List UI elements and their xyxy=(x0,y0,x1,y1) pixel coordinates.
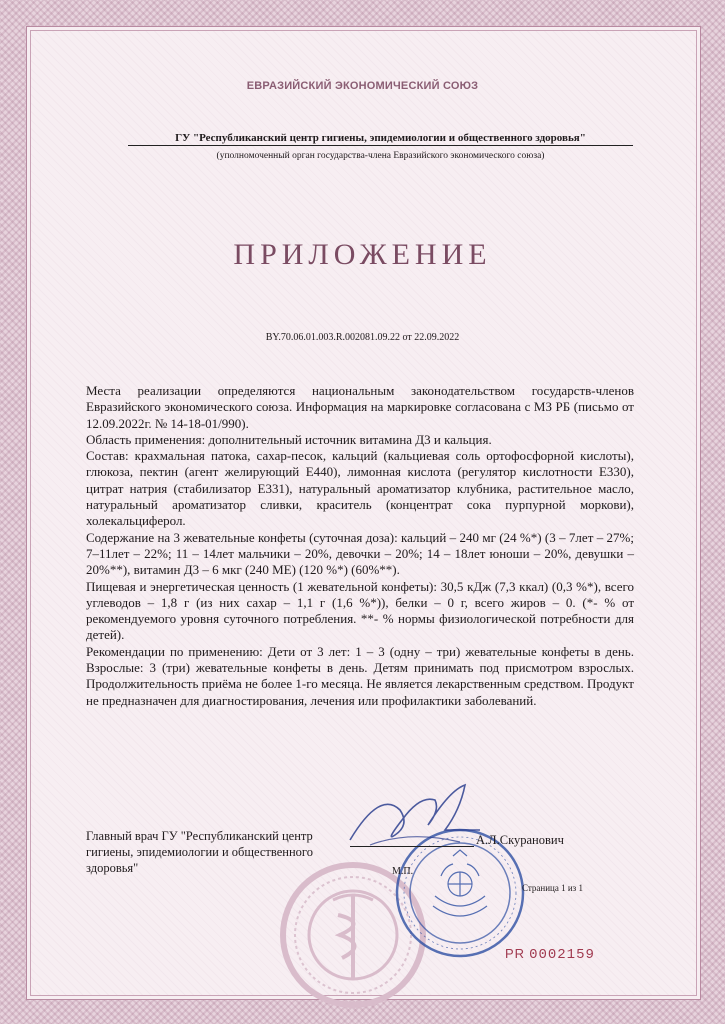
organization-note: (уполномоченный орган государства-члена Евразийского экономического союза) xyxy=(216,151,545,161)
union-header: ЕВРАЗИЙСКИЙ ЭКОНОМИЧЕСКИЙ СОЮЗ xyxy=(246,80,479,92)
body-paragraph-composition: Состав: крахмальная патока, сахар-песок, кальций (кальциевая соль ортофосфорной кислоты), глюкоза, пектин (агент желирующий Е440), лимонная кислота (регулятор кислотности Е330), цитрат натрия (стабилизатор Е331), натуральный ароматизатор клубника, растительное масло, натуральный ароматизатор сливки, краситель (концентрат сока пурпурной моркови), холекальциферол. xyxy=(86,448,634,529)
document-body xyxy=(86,383,634,709)
signature-line xyxy=(350,846,474,847)
serial-digits: 0002159 xyxy=(529,947,595,963)
page-counter: Страница 1 из 1 xyxy=(522,883,583,893)
serial-number xyxy=(505,946,595,963)
body-paragraph-sales: Места реализации определяются национальным законодательством государств-членов Евразийского экономического союза. Информация на маркировке согласована с МЗ РБ (письмо от 12.09.2022г. № 14-18-01/990). xyxy=(86,383,634,431)
stamp-place-label: М.П. xyxy=(392,866,414,877)
body-paragraph-recommendations: Рекомендации по применению: Дети от 3 лет: 1 – 3 (одну – три) жевательные конфеты в день. Взрослые: 3 (три) жевательные конфеты в день. Детям принимать под присмотром взрослых. Продолжительность приёма не более 1-го месяца. Не является лекарственным средством. Продукт не предназначен для диагностирования, лечения или профилактики заболеваний. xyxy=(86,643,634,708)
serial-prefix: PR xyxy=(505,946,526,961)
signatory-name: А.Л.Скуранович xyxy=(476,833,564,847)
document-number: BY.70.06.01.003.R.002081.09.22 от 22.09.2022 xyxy=(265,332,460,343)
body-paragraph-content: Содержание на 3 жевательные конфеты (суточная доза): кальций – 240 мг (24 %*) (3 – 7лет – 27%; 7–11лет – 22%; 11 – 14лет мальчики – 20%, девочки – 20%; 14 – 18лет юноши – 20%, девушки – 20%**), витамин Д3 – 6 мкг (240 МЕ) (120 %*) (60%**). xyxy=(86,529,634,578)
body-paragraph-scope: Область применения: дополнительный источник витамина Д3 и кальция. xyxy=(86,431,492,447)
page-title: ПРИЛОЖЕНИЕ xyxy=(233,238,492,271)
signatory-position: Главный врач ГУ "Республиканский центр гигиены, эпидемиологии и общественного здоровья" xyxy=(86,829,313,875)
body-paragraph-nutrition: Пищевая и энергетическая ценность (1 жевательной конфеты): 30,5 кДж (7,3 ккал) (0,3 %*), всего углеводов – 1,8 г (из них сахар – 1,1 г (1,6 %*)), белки – 0 г, всего жиров – 0. (*- % от рекомендуемого уровня суточного потребления. **- % нормы физиологической потребности для детей). xyxy=(86,578,634,643)
organization-name: ГУ "Республиканский центр гигиены, эпидемиологии и общественного здоровья" xyxy=(128,132,633,146)
